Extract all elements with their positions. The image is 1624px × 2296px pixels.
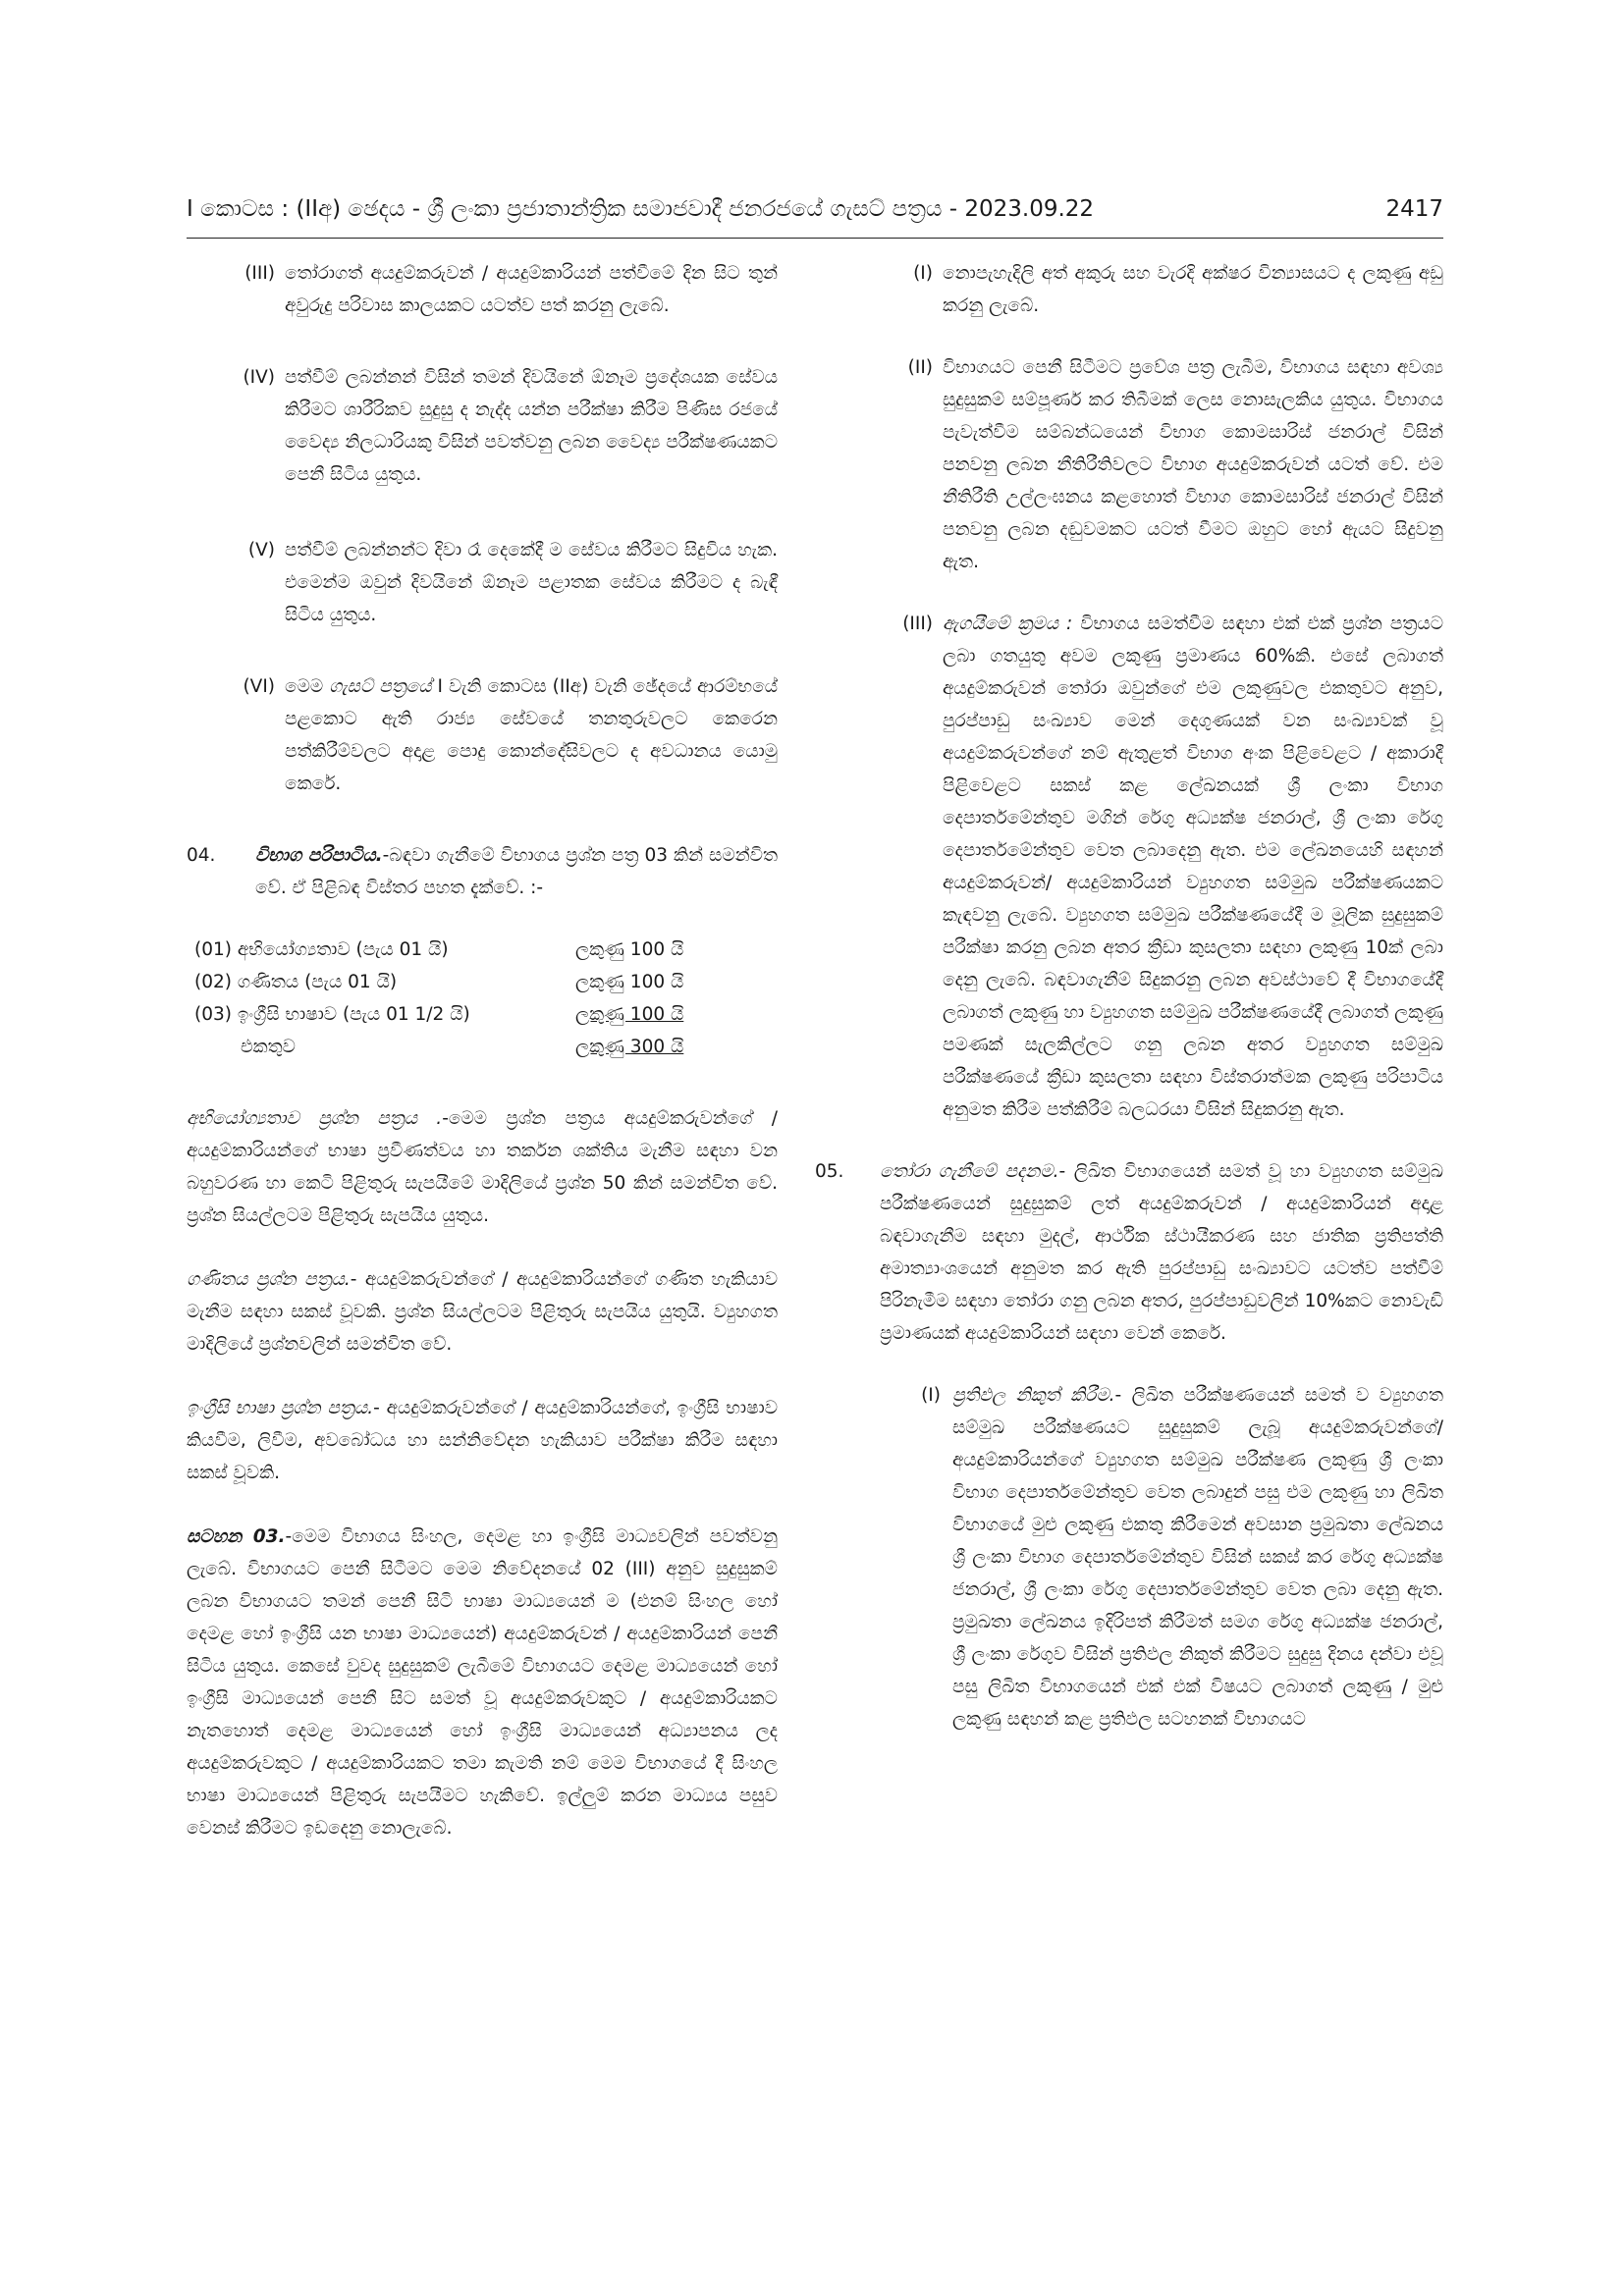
list-item — [187, 361, 778, 491]
table-row: (01) අභියෝග්‍යතාව (පැය 01 යි) ලකුණු 100 යි — [194, 939, 684, 960]
item-text: නොපැහැදිලි අත් අකුරු සහ වැරදි අක්ෂර වින්‍යාසයට ද ලකුණු අඩු කරනු ලැබේ. — [943, 263, 1443, 316]
list-item — [844, 351, 1443, 578]
item-number: (V) — [247, 540, 275, 561]
item-text: ප්‍රතිඵල නිකුත් කිරීම.- ලිඛිත පරීක්ෂණයෙන් සමත් ව ව්‍යුහගත සම්මුඛ පරීක්ෂණයට සුදුසුකම් ලැබූ අයදුම්කරුවන්ගේ/අයදුම්කාරියන්ගේ ව්‍යුහගත සම්මුඛ පරීක්ෂණ ලකුණු ශ්‍රී ලංකා විභාග දෙපාර්තමේන්තුව වෙත ලබාදුන් පසු එම ලකුණු හා ලිඛිත විභාගයේ මුළු ලකුණු එකතු කිරීමෙන් අවසාන ප්‍රමුඛතා ලේඛනය ශ්‍රී ලංකා විභාග දෙපාර්තමේන්තුව විසින් සකස් කර රේගු අධ්‍යක්ෂ ජනරාල්, ශ්‍රී ලංකා රේගු දෙපාර්තමේන්තුව වෙත ලබා දෙනු ඇත. ප්‍රමුඛතා ලේඛනය ඉදිරිපත් කිරීමත් සමග රේගු අධ්‍යක්ෂ ජනරාල්, ශ්‍රී ලංකා රේගුව විසින් ප්‍රතිඵල නිකුත් කිරීමට සුදුසු දිනය දන්වා එවූ පසු ලිඛිත විභාගයෙන් එක් එක් විෂයට ලබාගත් ලකුණු / මුළු ලකුණු සඳහන් කළ ප්‍රතිඵල සටහනක් විභාගයට — [952, 1385, 1443, 1730]
section-text: විභාග පරිපාටිය.-බඳවා ගැනීමේ විභාගය ප්‍රශ්න පත්‍ර 03 කින් සමන්විත වේ. ඒ පිළිබඳ විස්තර පහත දැක්වේ. :- — [255, 845, 778, 898]
header-title: I කොටස : (IIඅ) ඡෙදය - ශ්‍රී ලංකා ප්‍රජාතාන්ත්‍රික සමාජවාදී ජනරජයේ ගැසට් පත්‍රය - 2023.09.22 — [187, 196, 1095, 222]
paragraph-note-03: සටහන 03.-මෙම විභාගය සිංහල, දෙමළ හා ඉංග්‍රීසි මාධ්‍යවලින් පවත්වනු ලැබේ. විභාගයට පෙනී සිටීමට මෙම නිවේදනයේ 02 (III) අනුව සුදුසුකම් ලබන විභාගයට තමන් පෙනී සිටි භාෂා මාධ්‍යයෙන් ම (එනම් සිංහල හෝ දෙමළ හෝ ඉංග්‍රීසි යන භාෂා මාධ්‍යයෙන්) අයදුම්කරුවන් / අයදුම්කාරියන් පෙනී සිටිය යුතුය. කෙසේ වුවද සුදුසුකම් ලැබීමේ විභාගයට දෙමළ මාධ්‍යයෙන් හෝ ඉංග්‍රීසි මාධ්‍යයෙන් පෙනී සිට සමත් වූ අයදුම්කරුවකුට / අයදුම්කාරියකට නැතහොත් දෙමළ මාධ්‍යයෙන් හෝ ඉංග්‍රීසි මාධ්‍යයෙන් අධ්‍යාපනය ලද අයදුම්කරුවකුට / අයදුම්කාරියකට තමා කැමති නම් මෙම විභාගයේ දී සිංහල භාෂා මාධ්‍යයෙන් පිළිතුරු සැපයීමට හැකිවේ. ඉල්ලුම් කරන මාධ්‍යය පසුව වෙනස් කිරීමට ඉඩදෙනු නොලැබේ. — [187, 1526, 778, 1839]
list-item — [844, 608, 1443, 1126]
item-number: (III) — [902, 614, 933, 634]
section-text: තෝරා ගැනීමේ පදනම.- ලිඛිත විභාගයෙන් සමත් වූ හා ව්‍යුහගත සම්මුඛ පරීක්ෂණයෙන් සුදුසුකම් ලත් අයදුම්කරුවන් / අයදුම්කාරියන් අදාළ බඳවාගැනීම සඳහා මුදල්, ආර්ථික ස්ථායීකරණ සහ ජාතික ප්‍රතිපත්ති අමාත්‍යාංශයෙන් අනුමත කර ඇති පුරප්පාඩු සංඛ්‍යාවට යටත්ව පත්වීම් පිරිනැමීම සඳහා තෝරා ගනු ලබන අතර, පුරප්පාඩුවලින් 10%කට නොවැඩි ප්‍රමාණයක් අයදුම්කාරියන් සඳහා වෙන් කෙරේ. — [880, 1161, 1443, 1344]
header-rule — [187, 238, 1443, 239]
item-number: (VI) — [243, 676, 275, 697]
item-number: (I) — [921, 1385, 941, 1406]
section-number: 04. — [187, 845, 216, 866]
table-row: (03) ඉංග්‍රීසි භාෂාව (පැය 01 1/2 යි) ලකුණු 100 යි — [194, 1004, 684, 1025]
item-number: (I) — [913, 263, 933, 284]
item-text: මෙම ගැසට් පත්‍රයේ I වැනි කොටස (IIඅ) වැනි ඡේදයේ ආරම්භයේ පළකොට ඇති රාජ්‍ය සේවයේ තනතුරුවලට කෙරෙන පත්කිරීම්වලට අදාළ පොදු කොන්දේසිවලට ද අවධානය යොමු කෙරේ. — [285, 676, 778, 794]
list-item — [844, 257, 1443, 322]
page-header — [187, 194, 1443, 224]
list-item — [882, 1379, 1443, 1735]
list-item — [187, 257, 778, 322]
list-item — [187, 670, 778, 800]
section-number: 05. — [815, 1161, 844, 1182]
marks-table — [187, 934, 778, 1063]
right-column — [815, 257, 1443, 1765]
table-row: (02) ගණිතය (පැය 01 යි) ලකුණු 100 යි — [194, 972, 684, 992]
item-text: තෝරාගත් අයදුම්කරුවන් / අයදුම්කාරියන් පත්වීමේ දින සිට තුන් අවුරුදු පරිවාස කාලයකට යටත්ව පත් කරනු ලැබේ. — [285, 263, 778, 316]
item-number: (III) — [244, 263, 275, 284]
paragraph-maths: ගණිතය ප්‍රශ්න පත්‍රය.- අයදුම්කරුවන්ගේ / අයදුම්කාරියන්ගේ ගණිත හැකියාව මැනීම සඳහා සකස් වූවකි. ප්‍රශ්න සියල්ලටම පිළිතුරු සැපයිය යුතුයි. ව්‍යුහගත මාදිලියේ ප්‍රශ්නවලින් සමන්විත වේ. — [187, 1269, 778, 1355]
item-text: පත්වීම් ලබන්නන් විසින් තමන් දිවයිනේ ඕනෑම ප්‍රදේශයක සේවය කිරීමට ශාරීරිකව සුදුසු ද නැද්ද යන්න පරීක්ෂා කිරීම පිණිස රජයේ වෛද්‍ය නිලධාරියකු විසින් පවත්වනු ලබන වෛද්‍ය පරීක්ෂණයකට පෙනී සිටිය යුතුය. — [285, 367, 778, 485]
item-number: (IV) — [243, 367, 275, 388]
list-item — [187, 534, 778, 631]
page-number: 2417 — [1385, 196, 1443, 222]
left-column — [187, 257, 778, 1876]
item-text: පත්වීම් ලබන්නන්ට දිවා රෑ දෙකේදී ම සේවය කිරීමට සිදුවිය හැක. එමෙන්ම ඔවුන් දිවයිනේ ඕනෑම පළාතක සේවය කිරීමට ද බැඳී සිටිය යුතුය. — [285, 540, 778, 625]
item-number: (II) — [907, 357, 933, 378]
table-row: එකතුව ලකුණු 300 යි — [194, 1037, 684, 1057]
section-04 — [187, 839, 778, 904]
section-05 — [815, 1155, 1443, 1350]
paragraph-english: ඉංග්‍රීසි භාෂා ප්‍රශ්න පත්‍රය.- අයදුම්කරුවන්ගේ / අයදුම්කාරියන්ගේ, ඉංග්‍රීසි භාෂාව කියවීම, ලිවීම, අවබෝධය හා සන්නිවේදන හැකියාව පරීක්ෂා කිරීම සඳහා සකස් වූවකි. — [187, 1398, 778, 1483]
paragraph-aptitude: අභියෝග්‍යතාව ප්‍රශ්න පත්‍රය .-මෙම ප්‍රශ්න පත්‍රය අයදුම්කරුවන්ගේ / අයදුම්කාරියන්ගේ භාෂා ප්‍රවීණත්වය හා තර්කන ශක්තිය මැනීම සඳහා වන බහුවරණ හා කෙටි පිළිතුරු සැපයීමේ මාදිලියේ ප්‍රශ්න 50 කින් සමන්විත වේ. ප්‍රශ්න සියල්ලටම පිළිතුරු සැපයිය යුතුය. — [187, 1108, 779, 1226]
item-text: ඇගයීමේ ක්‍රමය : විභාගය සමත්වීම සඳහා එක් එක් ප්‍රශ්න පත්‍රයට ලබා ගතයුතු අවම ලකුණු ප්‍රමාණය 60%කි. එසේ ලබාගත් අයදුම්කරුවන් තෝරා ඔවුන්ගේ එම ලකුණුවල එකතුවට අනුව, පුරප්පාඩු සංඛ්‍යාව මෙන් දෙගුණයක් වන සංඛ්‍යාවක් වූ අයදුම්කරුවන්ගේ නම් ඇතුළත් විභාග අංක පිළිවෙළට / අකාරාදී පිළිවෙළට සකස් කළ ලේඛනයක් ශ්‍රී ලංකා විභාග දෙපාර්තමේන්තුව මගින් රේගු අධ්‍යක්ෂ ජනරාල්, ශ්‍රී ලංකා රේගු දෙපාර්තමේන්තුව වෙත ලබාදෙනු ඇත. එම ලේඛනයෙහි සඳහන් අයදුම්කරුවන්/ අයදුම්කාරියන් ව්‍යුහගත සම්මුඛ පරීක්ෂණයකට කැඳවනු ලැබේ. ව්‍යුහගත සම්මුඛ පරීක්ෂණයේදී ම මූලික සුදුසුකම් පරීක්ෂා කරනු ලබන අතර ක්‍රීඩා කුසලතා සඳහා ලකුණු 10ක් ලබා දෙනු ලැබේ. බඳවාගැනීම් සිදුකරනු ලබන අවස්ථාවේ දී විභාගයේදී ලබාගත් ලකුණු හා ව්‍යුහගත සම්මුඛ පරීක්ෂණයේදී ලබාගත් ලකුණු පමණක් සැලකිල්ලට ගනු ලබන අතර ව්‍යුහගත සම්මුඛ පරීක්ෂණයේ ක්‍රීඩා කුසලතා සඳහා විස්තරාත්මක ලකුණු පරිපාටිය අනුමත කිරීම පත්කිරීම් බලධරයා විසින් සිදුකරනු ඇත. — [943, 614, 1443, 1120]
item-text: විභාගයට පෙනී සිටීමට ප්‍රවේශ පත්‍ර ලැබීම, විභාගය සඳහා අවශ්‍ය සුදුසුකම් සම්පූර්ණ කර තිබීමක් ලෙස නොසැලකිය යුතුය. විභාගය පැවැත්වීම සම්බන්ධයෙන් විභාග කොමසාරිස් ජනරාල් විසින් පනවනු ලබන නීතිරීතිවලට විභාග අයදුම්කරුවන් යටත් වේ. එම නීතිරීති උල්ලංඝනය කළහොත් විභාග කොමසාරිස් ජනරාල් විසින් පනවනු ලබන දඬුවමකට යටත් වීමට ඔහුට හෝ ඇයට සිදුවනු ඇත. — [943, 357, 1443, 572]
